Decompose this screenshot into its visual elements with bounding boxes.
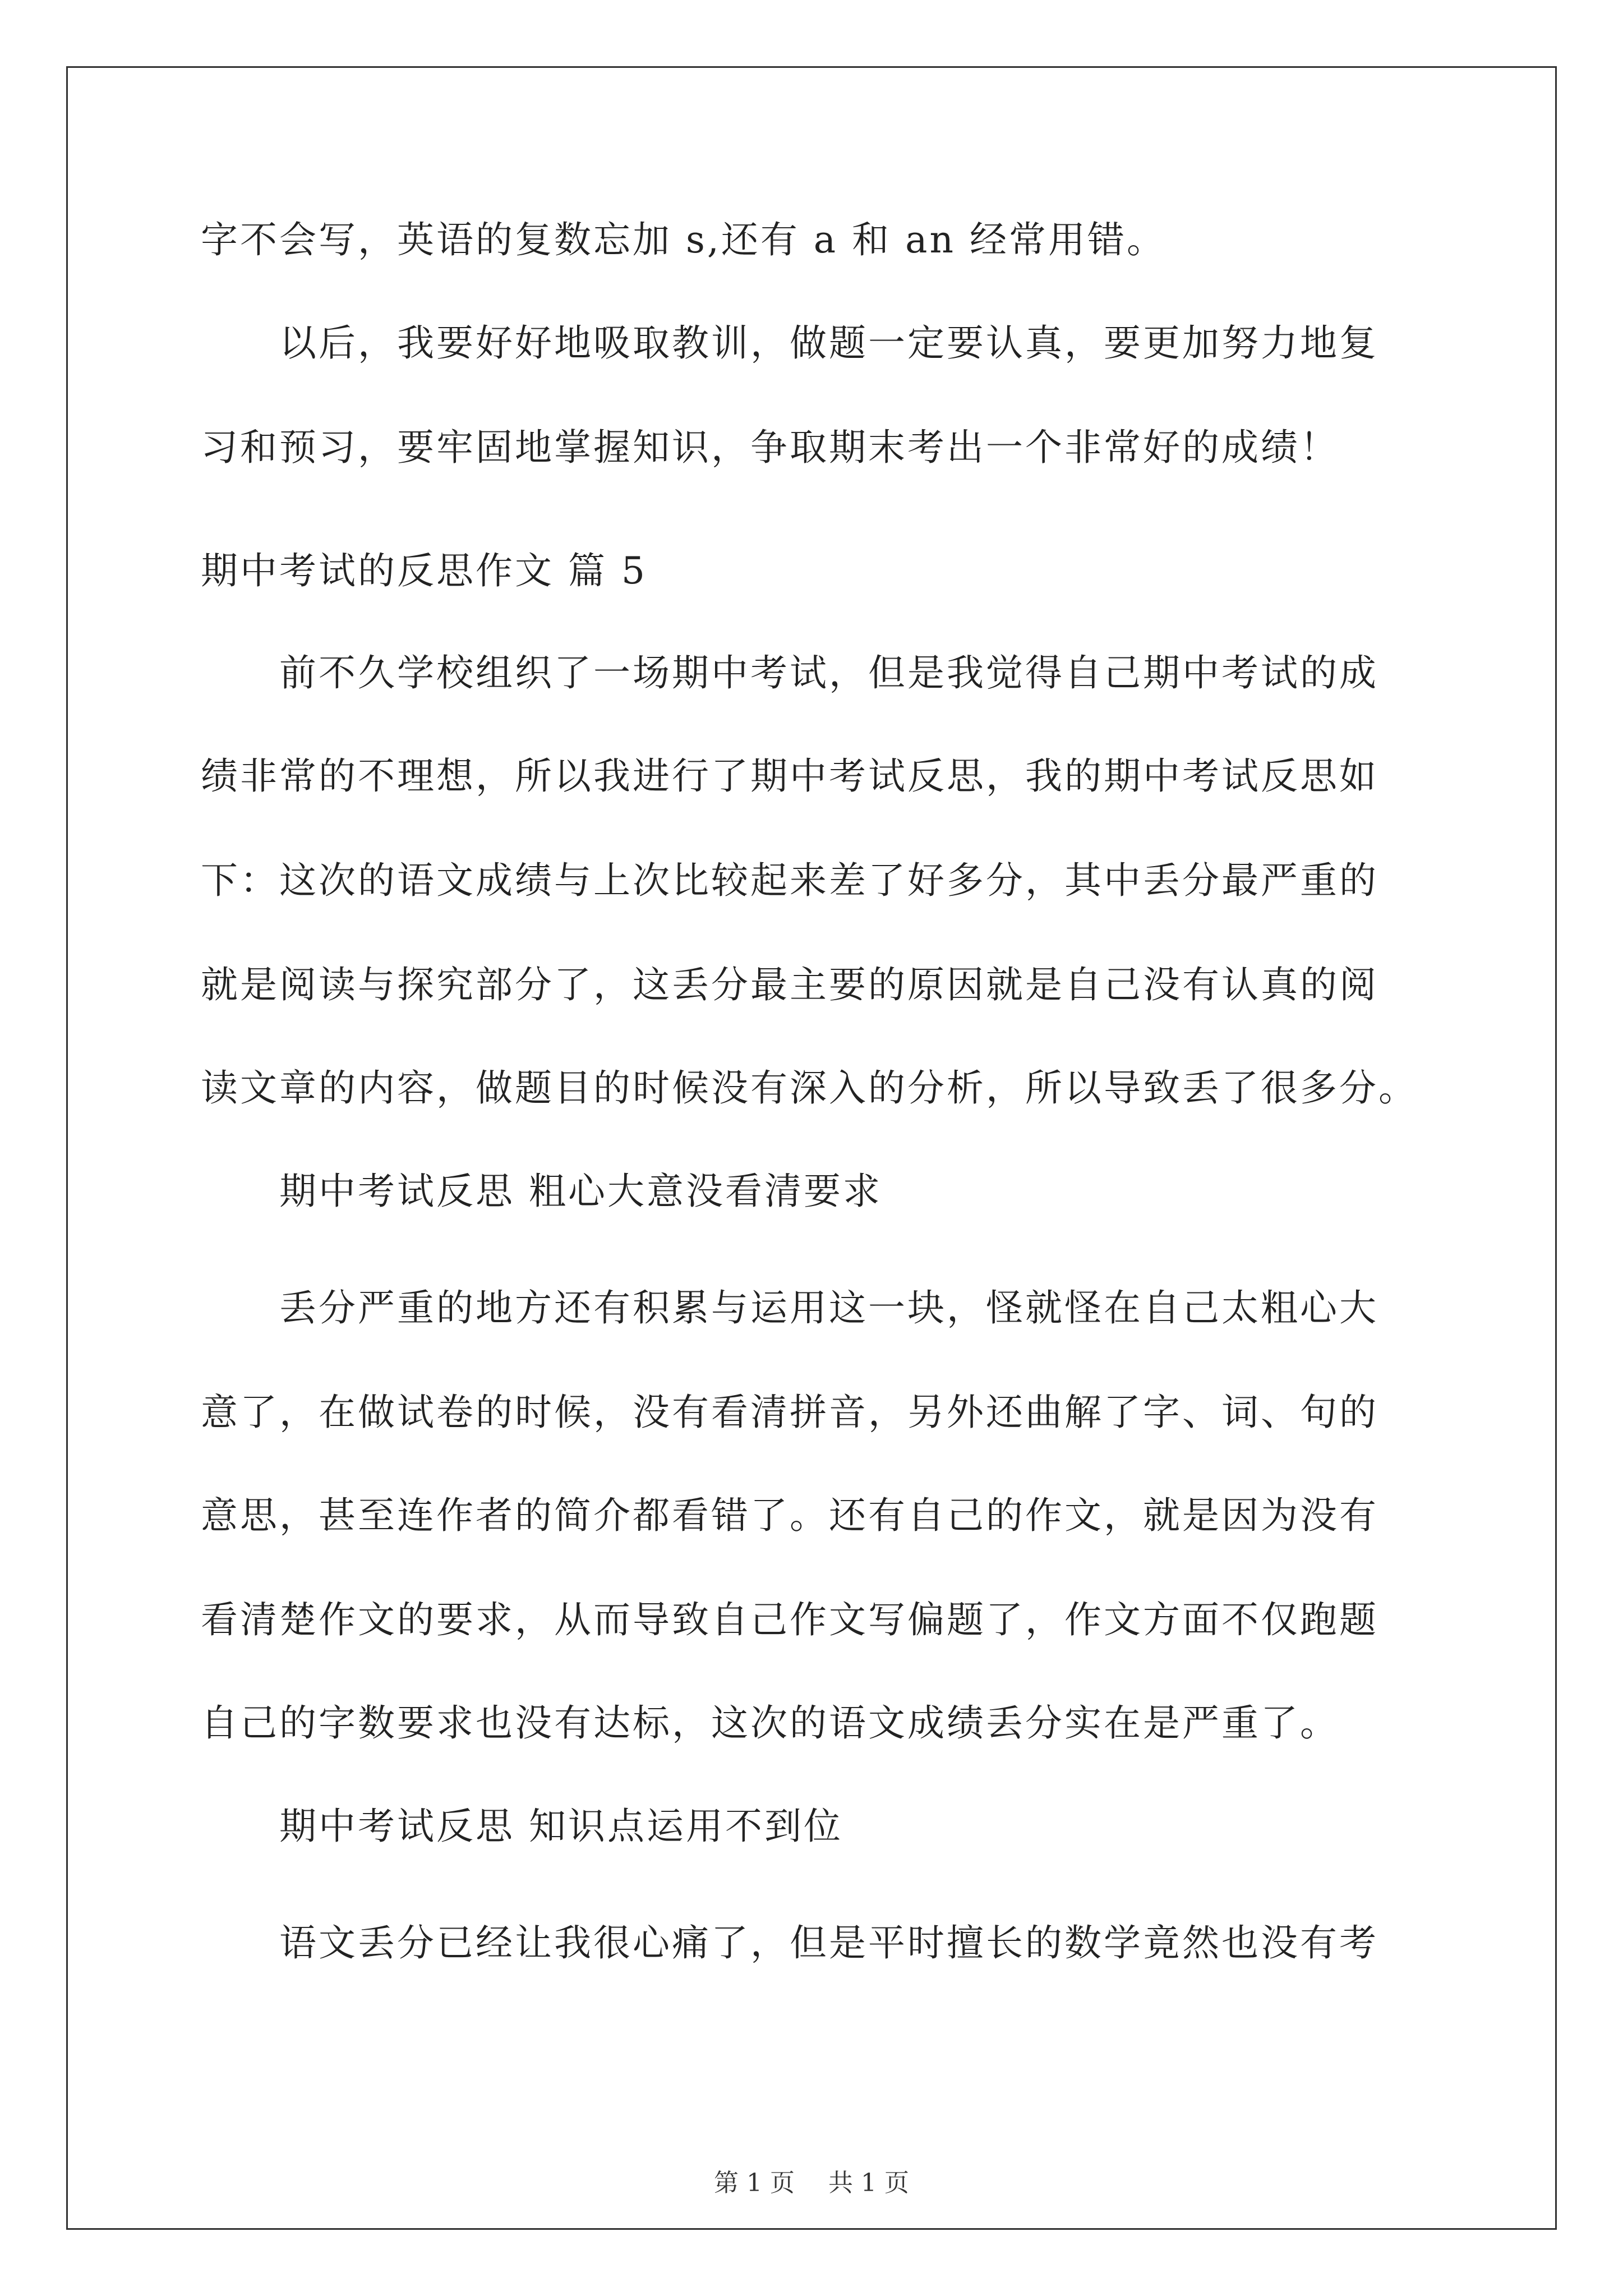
page-border — [66, 66, 1557, 2230]
paragraph-first-line: 前不久学校组织了一场期中考试，但是我觉得自己期中考试的成 — [279, 651, 1378, 694]
body-text-line: 意了，在做试卷的时候，没有看清拼音，另外还曲解了字、词、句的 — [201, 1391, 1378, 1434]
page-footer — [0, 2166, 1623, 2200]
body-text-line: 字不会写，英语的复数忘加 s,还有 a 和 an 经常用错。 — [201, 218, 1166, 261]
body-text-line: 读文章的内容，做题目的时候没有深入的分析，所以导致丢了很多分。 — [201, 1066, 1418, 1110]
page-number: 第 1 页 — [714, 2169, 795, 2197]
paragraph-first-line: 以后，我要好好地吸取教训，做题一定要认真，要更加努力地复 — [279, 321, 1378, 365]
section-heading: 期中考试的反思作文 篇 5 — [201, 549, 647, 592]
body-text-line: 看清楚作文的要求，从而导致自己作文写偏题了，作文方面不仅跑题 — [201, 1598, 1378, 1641]
paragraph-first-line: 语文丢分已经让我很心痛了，但是平时擅长的数学竟然也没有考 — [279, 1921, 1378, 1964]
subheading: 期中考试反思 粗心大意没看清要求 — [279, 1170, 882, 1213]
body-text-line: 自己的字数要求也没有达标，这次的语文成绩丢分实在是严重了。 — [201, 1701, 1339, 1745]
body-text-line: 意思，甚至连作者的简介都看错了。还有自己的作文，就是因为没有 — [201, 1494, 1378, 1537]
body-text-line: 就是阅读与探究部分了，这丢分最主要的原因就是自己没有认真的阅 — [201, 963, 1378, 1006]
page-total: 共 1 页 — [828, 2169, 909, 2197]
body-text-line: 绩非常的不理想，所以我进行了期中考试反思，我的期中考试反思如 — [201, 754, 1378, 798]
subheading: 期中考试反思 知识点运用不到位 — [279, 1805, 843, 1848]
body-text-line: 下：这次的语文成绩与上次比较起来差了好多分，其中丢分最严重的 — [201, 859, 1378, 902]
paragraph-first-line: 丢分严重的地方还有积累与运用这一块，怪就怪在自己太粗心大 — [279, 1286, 1378, 1329]
body-text-line: 习和预习，要牢固地掌握知识，争取期末考出一个非常好的成绩！ — [201, 426, 1339, 469]
